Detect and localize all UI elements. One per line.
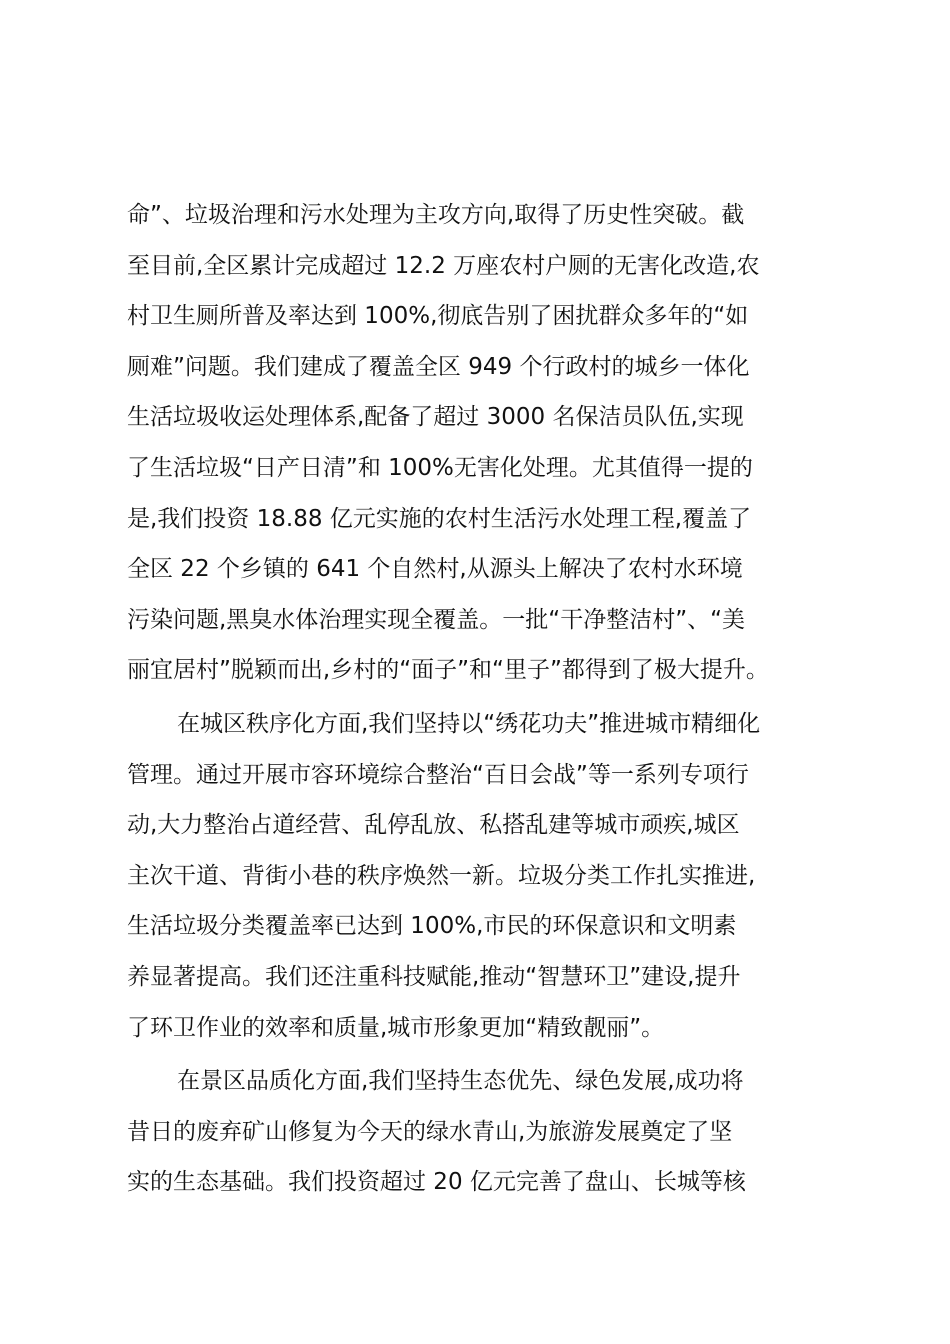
text-line: 了生活垃圾“日产日清”和 100%无害化处理。尤其值得一提的 [127,454,753,481]
text-line: 村卫生厕所普及率达到 100%,彻底告别了困扰群众多年的“如 [127,303,749,330]
text-line: 在景区品质化方面,我们坚持生态优先、绿色发展,成功将 [177,1068,744,1095]
text-line: 动,大力整治占道经营、乱停乱放、私搭乱建等城市顽疾,城区 [127,812,740,839]
text-line: 生活垃圾收运处理体系,配备了超过 3000 名保洁员队伍,实现 [127,404,744,431]
text-line: 是,我们投资 18.88 亿元实施的农村生活污水处理工程,覆盖了 [127,505,752,532]
text-line: 养显著提高。我们还注重科技赋能,推动“智慧环卫”建设,提升 [127,963,741,990]
text-line: 管理。通过开展市容环境综合整治“百日会战”等一系列专项行 [127,761,749,788]
text-line: 至目前,全区累计完成超过 12.2 万座农村户厕的无害化改造,农 [127,252,760,279]
text-line: 实的生态基础。我们投资超过 20 亿元完善了盘山、长城等核 [127,1169,746,1196]
text-line: 在城区秩序化方面,我们坚持以“绣花功夫”推进城市精细化 [177,710,761,737]
paragraph-urban-order [127,699,847,1053]
text-line: 了环卫作业的效率和质量,城市形象更加“精致靓丽”。 [127,1014,665,1041]
text-line: 昔日的废弃矿山修复为今天的绿水青山,为旅游发展奠定了坚 [127,1118,733,1145]
body-text [127,190,847,1208]
paragraph-scenic-quality [127,1056,847,1208]
text-line: 全区 22 个乡镇的 641 个自然村,从源头上解决了农村水环境 [127,556,743,583]
paragraph-rural-sanitation [127,190,847,696]
text-line: 主次干道、背街小巷的秩序焕然一新。垃圾分类工作扎实推进, [127,862,756,889]
text-line: 厕难”问题。我们建成了覆盖全区 949 个行政村的城乡一体化 [127,353,750,380]
text-line: 污染问题,黑臭水体治理实现全覆盖。一批“干净整洁村”、“美 [127,606,746,633]
text-line: 生活垃圾分类覆盖率已达到 100%,市民的环保意识和文明素 [127,913,737,940]
text-line: 丽宜居村”脱颖而出,乡村的“面子”和“里子”都得到了极大提升。 [127,657,769,684]
text-line: 命”、垃圾治理和污水处理为主攻方向,取得了历史性突破。截 [127,202,745,228]
